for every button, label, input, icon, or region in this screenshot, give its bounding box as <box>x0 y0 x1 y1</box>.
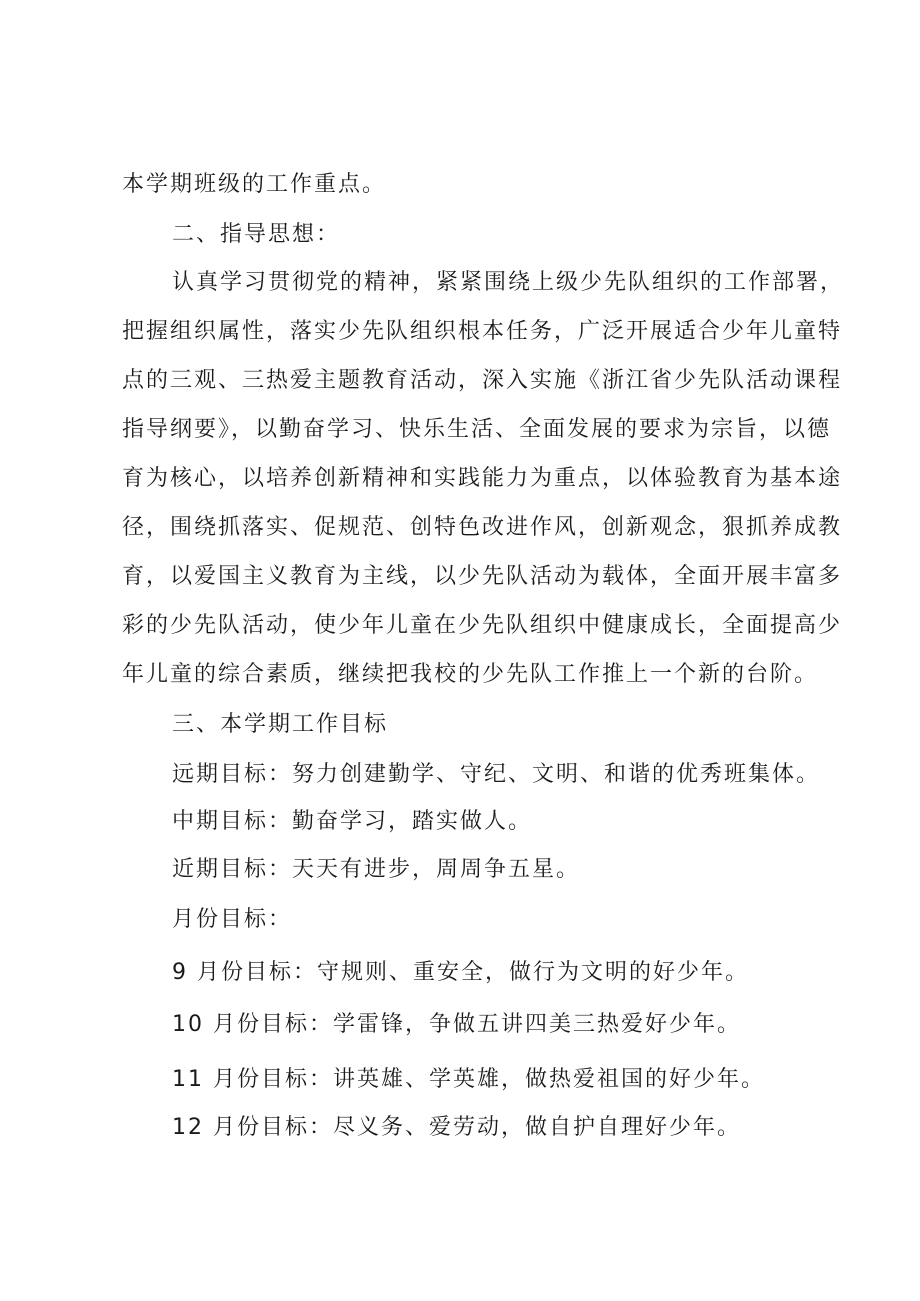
paragraph-line <box>122 317 843 347</box>
paragraph-line <box>122 562 843 592</box>
goal-november: 11 月份目标：讲英雄、学英雄，做热爱祖国的好少年。 <box>172 1067 765 1092</box>
goal-december: 12 月份目标：尽义务、爱劳动，做自护自理好少年。 <box>172 1115 741 1140</box>
paragraph-line <box>172 268 845 298</box>
paragraph-line-text: 指导纲要》，以勤奋学习、快乐生活、全面发展的要求为宗旨，以德 <box>122 417 832 442</box>
section-heading-semester-goals: 三、本学期工作目标 <box>172 712 389 737</box>
paragraph-line <box>122 464 843 494</box>
paragraph-line <box>122 513 843 543</box>
paragraph-line <box>122 366 843 396</box>
section-heading-guiding-thought: 二、指导思想： <box>172 222 341 247</box>
goal-october: 10 月份目标：学雷锋，争做五讲四美三热爱好少年。 <box>172 1012 741 1037</box>
paragraph-line-text: 径，围绕抓落实、促规范、创特色改进作风，创新观念，狠抓养成教 <box>122 515 843 540</box>
goal-long-term: 远期目标：努力创建勤学、守纪、文明、和谐的优秀班集体。 <box>172 762 821 787</box>
text-line-intro: 本学期班级的工作重点。 <box>122 172 387 197</box>
goal-september: 9 月份目标：守规则、重安全，做行为文明的好少年。 <box>172 960 749 985</box>
paragraph-line-text: 认真学习贯彻党的精神，紧紧围绕上级少先队组织的工作部署， <box>172 270 845 295</box>
paragraph-line-text: 育为核心，以培养创新精神和实践能力为重点，以体验教育为基本途 <box>122 466 843 491</box>
paragraph-line-text: 点的三观、三热爱主题教育活动，深入实施《浙江省少先队活动课程 <box>122 368 843 393</box>
goal-mid-term: 中期目标：勤奋学习，踏实做人。 <box>172 809 533 834</box>
paragraph-line <box>122 611 843 641</box>
paragraph-line-text: 育，以爱国主义教育为主线，以少先队活动为载体，全面开展丰富多 <box>122 564 843 589</box>
paragraph-line <box>122 415 832 445</box>
goal-short-term: 近期目标：天天有进步，周周争五星。 <box>172 857 581 882</box>
paragraph-line-text: 彩的少先队活动，使少年儿童在少先队组织中健康成长，全面提高少 <box>122 613 843 638</box>
paragraph-line-text: 把握组织属性，落实少先队组织根本任务，广泛开展适合少年儿童特 <box>122 319 843 344</box>
goal-monthly-heading: 月份目标： <box>172 907 293 932</box>
paragraph-line-last: 年儿童的综合素质，继续把我校的少先队工作推上一个新的台阶。 <box>122 662 819 687</box>
